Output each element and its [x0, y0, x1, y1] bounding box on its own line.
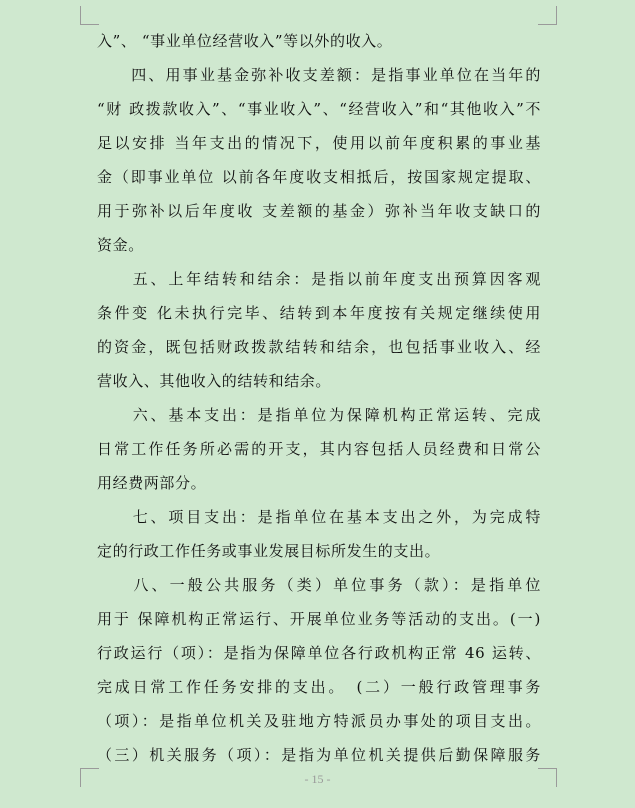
- page-number: - 15 -: [304, 772, 331, 786]
- text-line: “财 政拨款收入”、“事业收入”、“经营收入”和“其他收入”不: [97, 100, 541, 118]
- text-line: 六、基本支出：是指单位为保障机构正常运转、完成: [97, 406, 541, 424]
- text-line: 行政运行（项）：是指为保障单位各行政机构正常 46 运转、: [97, 644, 541, 662]
- text-line: （项）：是指单位机关及驻地方特派员办事处的项目支出。: [97, 712, 541, 730]
- text-line: 入”、 “事业单位经营收入”等以外的收入。: [97, 32, 393, 50]
- text-line: 用经费两部分。: [97, 474, 207, 492]
- text-line: 五、上年结转和结余：是指以前年度支出预算因客观: [97, 270, 541, 288]
- text-line: 用于 保障机构正常运行、开展单位业务等活动的支出。(一): [97, 610, 541, 628]
- text-line: 金（即事业单位 以前各年度收支相抵后，按国家规定提取、: [97, 168, 541, 186]
- crop-mark-top-right: [538, 6, 557, 25]
- crop-mark-top-left: [80, 6, 99, 25]
- text-line: 四、用事业基金弥补收支差额：是指事业单位在当年的: [97, 66, 541, 84]
- text-line: 的资金，既包括财政拨款结转和结余，也包括事业收入、经: [97, 338, 541, 356]
- text-line: 完成日常工作任务安排的支出。 (二）一般行政管理事务: [97, 678, 541, 696]
- text-line: 条件变 化未执行完毕、结转到本年度按有关规定继续使用: [97, 304, 541, 322]
- text-line: 营收入、其他收入的结转和结余。: [97, 372, 332, 390]
- text-line: （三）机关服务（项）：是指为单位机关提供后勤保障服务: [97, 746, 541, 764]
- text-line: 用于弥补以后年度收 支差额的基金）弥补当年收支缺口的: [97, 202, 541, 220]
- text-line: 足以安排 当年支出的情况下，使用以前年度积累的事业基: [97, 134, 541, 152]
- text-line: 日常工作任务所必需的开支，其内容包括人员经费和日常公: [97, 440, 541, 458]
- text-line: 定的行政工作任务或事业发展目标所发生的支出。: [97, 542, 441, 560]
- text-line: 八、一般公共服务（类）单位事务（款）：是指单位: [97, 576, 541, 594]
- text-line: 资金。: [97, 236, 144, 254]
- text-line: 七、项目支出：是指单位在基本支出之外，为完成特: [97, 508, 541, 526]
